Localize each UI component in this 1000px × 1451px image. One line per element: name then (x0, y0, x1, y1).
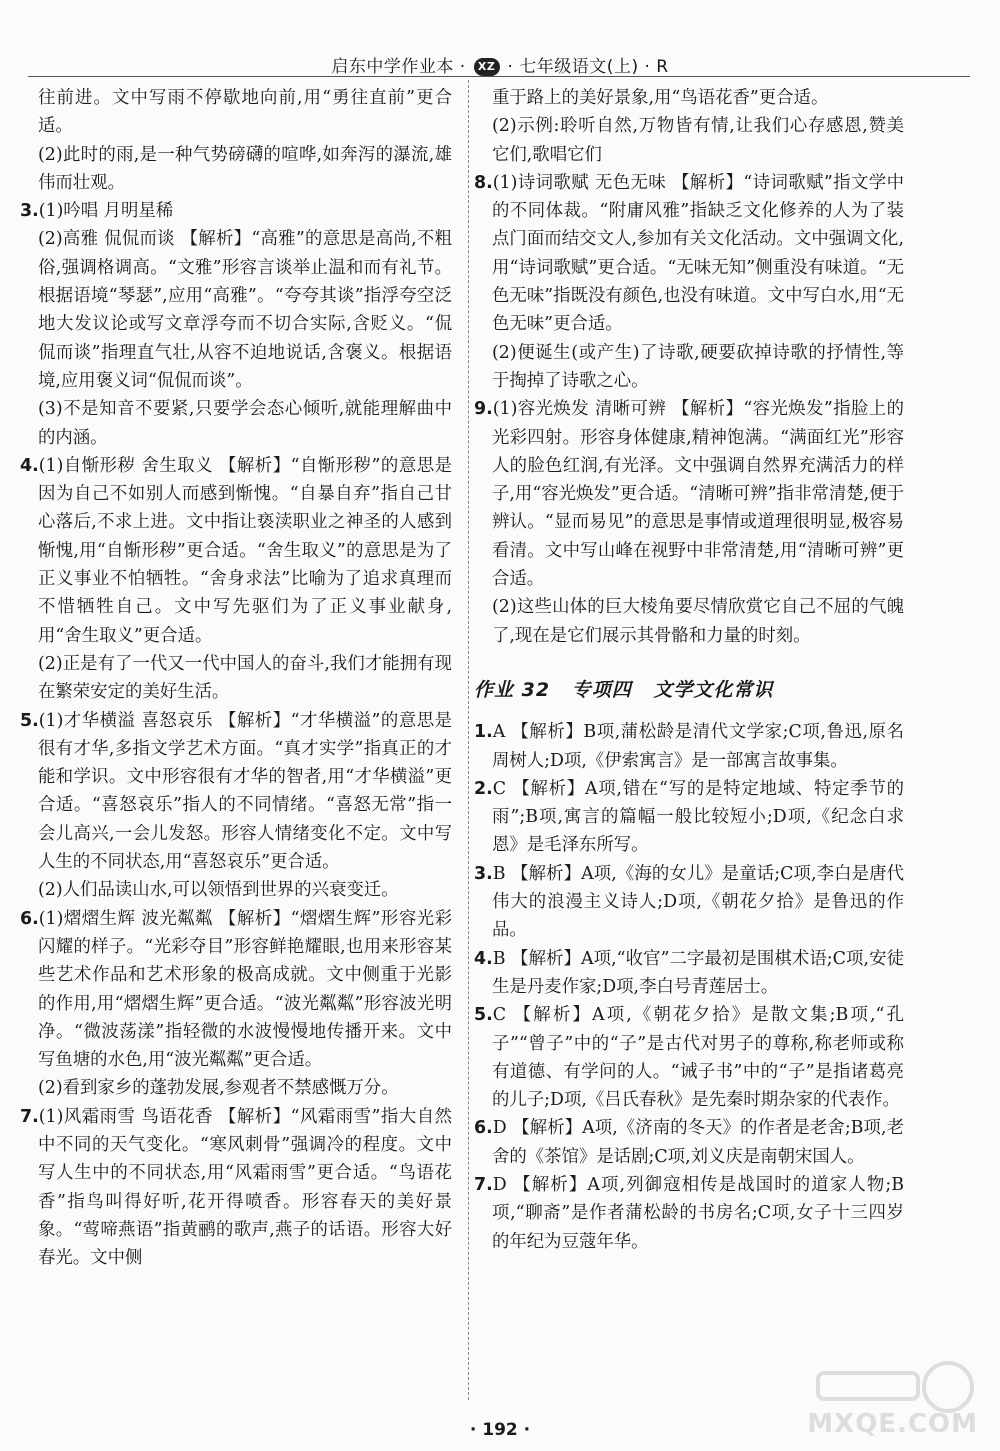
sub-answer: (2)此时的雨,是一种气势磅礴的喧哗,如奔泻的瀑流,雄伟而壮观。 (38, 144, 452, 193)
question-number: 6. (474, 1118, 493, 1139)
question-number: 3. (20, 201, 39, 222)
question-number: 4. (474, 948, 493, 969)
header-rule (28, 76, 970, 77)
section-answers (474, 718, 904, 1256)
answer-text: B 【解析】A项,《海的女儿》是童话;C项,李白是唐代伟大的浪漫主义诗人;D项,《朝花夕拾》是鲁迅的作品。 (492, 863, 904, 941)
page-number: · 192 · (469, 1420, 531, 1440)
question-answer (474, 860, 904, 945)
question-answer (20, 1103, 452, 1273)
question-answer (474, 1114, 904, 1171)
publisher-logo-icon: XZ (474, 58, 500, 76)
question-answer (474, 945, 904, 1002)
answer-text: (1)吟唱 月明星稀 (38, 201, 174, 222)
question-number: 7. (20, 1106, 39, 1127)
question-answer (474, 169, 904, 339)
question-answer (20, 197, 452, 225)
book-subtitle: 七年级语文(上) · R (519, 57, 669, 77)
section-name: 文学文化常识 (653, 678, 774, 701)
answer-text: (1)自惭形秽 舍生取义 【解析】“自惭形秽”的意思是因为自己不如别人而感到惭愧。“自暴自弃”指自己甘心落后,不求上进。文中指让亵渎职业之神圣的人感到惭愧,用“自惭形秽”更合适。“舍生取义”的意思是为了正义事业不怕牺牲。“舍身求法”比喻为了追求真理而不惜牺牲自己。文中写先驱们为了正义事业献身,用“舍生取义”更合适。 (38, 455, 452, 646)
section-label: 作业 32 (474, 678, 551, 701)
column-divider (468, 80, 469, 1400)
answer-text: (1)容光焕发 清晰可辨 【解析】“容光焕发”指脸上的光彩四射。形容身体健康,精神饱满。“满面红光”形容人的脸色红润,有光泽。文中强调自然界充满活力的样子,用“容光焕发”更合适。“清晰可辨”指非常清楚,便于辨认。“显而易见”的意思是事情或道理很明显,极容易看清。文中写山峰在视野中非常清楚,用“清晰可辨”更合适。 (492, 399, 904, 590)
sub-answer: (2)示例:聆听自然,万物皆有情,让我们心存感恩,赞美它们,歌唱它们 (492, 116, 904, 165)
answer-text: (1)熠熠生辉 波光粼粼 【解析】“熠熠生辉”形容光彩闪耀的样子。“光彩夺目”形容鲜艳耀眼,也用来形容某些艺术作品和艺术形象的极高成就。文中侧重于光影的作用,用“熠熠生辉”更合适。“波光粼粼”形容波光明净。“微波荡漾”指轻微的水波慢慢地传播开来。文中写鱼塘的水色,用“波光粼粼”更合适。 (38, 908, 452, 1071)
sub-answer: (2)这些山体的巨大棱角要尽情欣赏它自己不屈的气魄了,现在是它们展示其骨骼和力量的时刻。 (492, 597, 904, 646)
book-title: 启东中学作业本 (331, 57, 454, 77)
section-part: 专项四 (571, 678, 632, 701)
watermark-text: MXQE.COM (807, 1409, 978, 1439)
answer-text: C 【解析】A项,《朝花夕拾》是散文集;B项,“孔子”“曾子”中的“子”是古代对男子的尊称,称老师或称有道德、有学问的人。“诫子书”中的“子”是指诸葛亮的儿子;D项,《吕氏春秋》是先秦时期杂家的代表作。 (492, 1005, 904, 1111)
sub-answer: (2)看到家乡的蓬勃发展,参观者不禁感慨万分。 (38, 1078, 399, 1099)
question-number: 2. (474, 778, 493, 799)
continued-text: 往前进。文中写雨不停歇地向前,用“勇往直前”更合适。 (38, 88, 452, 137)
answer-text: C 【解析】A项,错在“写的是特定地域、特定季节的雨”;B项,寓言的篇幅一般比较短小;D项,《纪念白求恩》是毛泽东所写。 (492, 778, 904, 856)
question-number: 6. (20, 908, 39, 929)
answer-text: (1)风霜雨雪 鸟语花香 【解析】“风霜雨雪”指大自然中不同的天气变化。“寒风刺骨”强调冷的程度。文中写人生中的不同状态,用“风霜雨雪”更合适。“鸟语花香”指鸟叫得好听,花开得喷香。形容春天的美好景象。“莺啼燕语”指黄鹂的歌声,燕子的话语。形容大好春光。文中侧 (38, 1106, 452, 1269)
sub-answer: (2)人们品读山水,可以领悟到世界的兴衰变迁。 (38, 880, 399, 901)
question-number: 8. (474, 172, 493, 193)
question-number: 5. (474, 1005, 493, 1026)
answer-text: D 【解析】A项,《济南的冬天》的作者是老舍;B项,老舍的《茶馆》是话剧;C项,刘义庆是南朝宋国人。 (492, 1118, 904, 1167)
section-heading (474, 676, 904, 704)
sub-answer: (2)正是有了一代又一代中国人的奋斗,我们才能拥有现在繁荣安定的美好生活。 (38, 653, 452, 703)
question-number: 1. (474, 722, 493, 743)
question-answer (474, 718, 904, 775)
sub-answer: (2)高雅 侃侃而谈 【解析】“高雅”的意思是高尚,不粗俗,强调格调高。“文雅”形容言谈举止温和而有礼节。根据语境“琴瑟”,应用“高雅”。“夸夸其谈”指浮夸空泛地大发议论或写文章浮夸而不切合实际,含贬义。“侃侃而谈”指理直气壮,从容不迫地说话,含褒义。根据语境,应用褒义词“侃侃而谈”。 (38, 229, 452, 391)
sub-answer: (3)不是知音不要紧,只要学会态心倾听,就能理解曲中的内涵。 (38, 399, 452, 448)
question-answer (474, 1171, 904, 1256)
answer-text: A 【解析】B项,蒲松龄是清代文学家;C项,鲁迅,原名周树人;D项,《伊索寓言》是一部寓言故事集。 (492, 722, 904, 771)
answer-text: D 【解析】A项,列御寇相传是战国时的道家人物;B项,“聊斋”是作者蒲松龄的书房名;C项,女子十三四岁的年纪为豆蔻年华。 (492, 1174, 904, 1252)
sub-answer: (2)便诞生(或产生)了诗歌,硬要砍掉诗歌的抒情性,等于掏掉了诗歌之心。 (492, 342, 904, 391)
right-column (474, 84, 904, 1256)
answer-text: (1)才华横溢 喜怒哀乐 【解析】“才华横溢”的意思是很有才华,多指文学艺术方面。“真才实学”指真正的才能和学识。文中形容很有才华的智者,用“才华横溢”更合适。“喜怒哀乐”指人的不同情绪。“喜怒无常”指一会儿高兴,一会儿发怒。形容人情绪变化不定。文中写人生的不同状态,用“喜怒哀乐”更合适。 (38, 710, 452, 873)
question-number: 7. (474, 1174, 493, 1195)
continued-text: 重于路上的美好景象,用“鸟语花香”更合适。 (492, 88, 829, 108)
answer-text: (1)诗词歌赋 无色无味 【解析】“诗词歌赋”指文学中的不同体裁。“附庸风雅”指缺乏文化修养的人为了装点门面而结交文人,参加有关文化活动。文中强调文化,用“诗词歌赋”更合适。“无味无知”侧重没有味道。“无色无味”指既没有颜色,也没有味道。文中写白水,用“无色无味”更合适。 (492, 172, 904, 335)
watermark (808, 1359, 978, 1439)
right-column-answers (474, 84, 904, 650)
question-number: 3. (474, 863, 493, 884)
question-answer (474, 1001, 904, 1114)
left-column (20, 84, 452, 1272)
question-answer (474, 395, 904, 593)
question-answer (474, 775, 904, 860)
question-number: 4. (20, 455, 39, 476)
question-number: 5. (20, 710, 39, 731)
question-answer (20, 707, 452, 877)
question-number: 9. (474, 399, 493, 420)
answer-text: B 【解析】A项,“收官”二字最初是围棋术语;C项,安徒生是丹麦作家;D项,李白号青莲居士。 (492, 948, 904, 997)
question-answer (20, 452, 452, 650)
running-header: 启东中学作业本 · XZ · 七年级语文(上) · R (331, 57, 669, 77)
question-answer (20, 905, 452, 1075)
